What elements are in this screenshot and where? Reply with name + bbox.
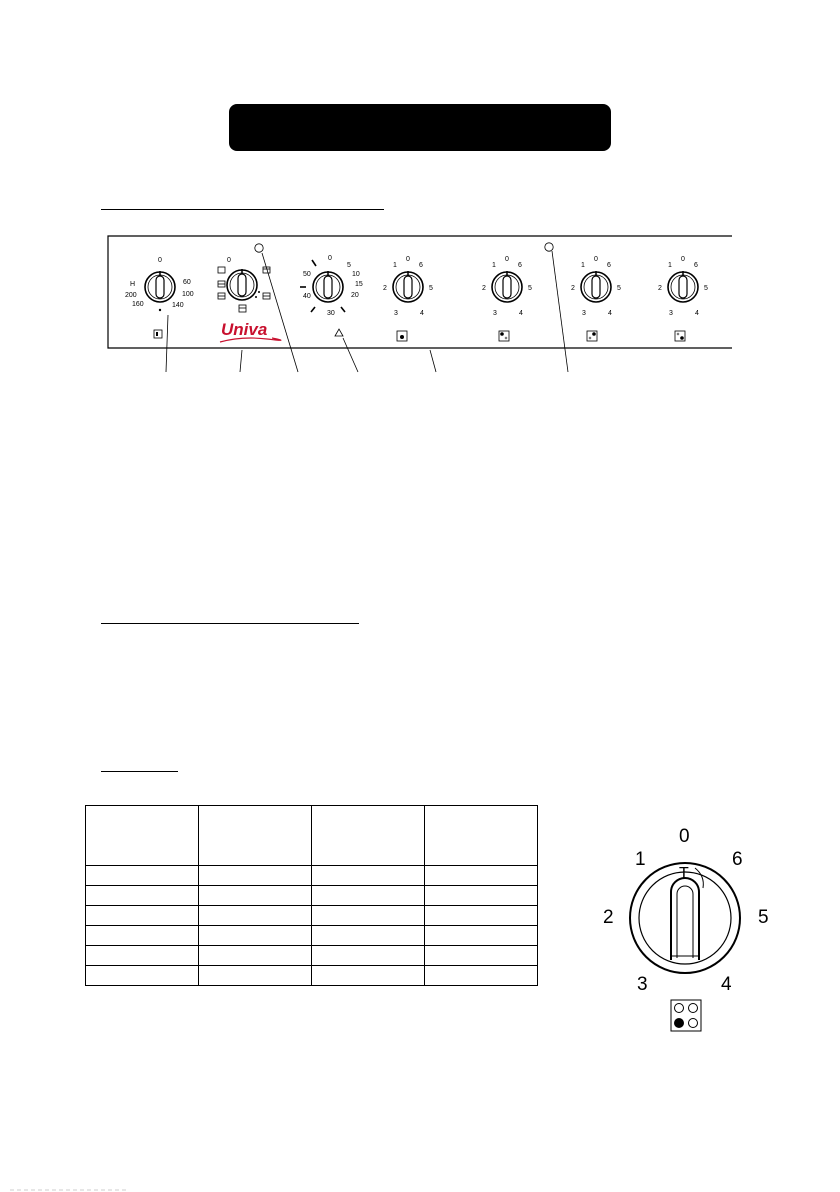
hotplate3-scale-1: 1 <box>581 262 585 269</box>
detail-scale-4: 4 <box>721 974 732 995</box>
detail-scale-5: 5 <box>758 907 769 928</box>
hotplate-position-icon-detail <box>671 1000 701 1031</box>
timer-scale-20: 20 <box>351 292 359 299</box>
hotplate4-scale-3: 3 <box>669 310 673 317</box>
oven-scale-200: 200 <box>125 292 137 299</box>
hotplate4-scale-4: 4 <box>695 310 699 317</box>
section-underline-2 <box>101 623 359 624</box>
oven-scale-140: 140 <box>172 302 184 309</box>
hotplate4-scale-5: 5 <box>704 285 708 292</box>
hotplate2-scale-4: 4 <box>519 310 523 317</box>
hotplate2-scale-0: 0 <box>505 256 509 263</box>
hotplate2-scale-2: 2 <box>482 285 486 292</box>
timer-scale-30: 30 <box>327 310 335 317</box>
footer-mark <box>10 1182 130 1192</box>
hotplate1-scale-2: 2 <box>383 285 387 292</box>
oven-scale-H: H <box>130 281 136 288</box>
hotplate-knob-detail[interactable] <box>585 820 785 1040</box>
detail-pointer-mark: T <box>679 865 689 882</box>
oven-scale-60: 60 <box>183 279 191 286</box>
oven-scale-160: 160 <box>132 301 144 308</box>
settings-table <box>85 805 538 986</box>
function-scale-0: 0 <box>227 257 231 264</box>
hotplate1-scale-1: 1 <box>393 262 397 269</box>
hotplate4-scale-6: 6 <box>694 262 698 269</box>
timer-scale-50: 50 <box>303 271 311 278</box>
oven-scale-0: 0 <box>158 257 162 264</box>
hotplate3-scale-5: 5 <box>617 285 621 292</box>
timer-scale-15: 15 <box>355 281 363 288</box>
timer-scale-5: 5 <box>347 262 351 269</box>
timer-scale-10: 10 <box>352 271 360 278</box>
hotplate1-scale-6: 6 <box>419 262 423 269</box>
detail-scale-1: 1 <box>635 849 646 870</box>
hotplate2-scale-6: 6 <box>518 262 522 269</box>
hotplate1-scale-4: 4 <box>420 310 424 317</box>
callout-leader-lines <box>0 0 840 400</box>
hotplate3-scale-4: 4 <box>608 310 612 317</box>
hotplate4-scale-2: 2 <box>658 285 662 292</box>
timer-scale-0: 0 <box>328 255 332 262</box>
brand-name: Univa <box>221 320 268 339</box>
detail-scale-2: 2 <box>603 907 614 928</box>
hotplate1-scale-0: 0 <box>406 256 410 263</box>
hotplate4-scale-0: 0 <box>681 256 685 263</box>
hotplate3-scale-3: 3 <box>582 310 586 317</box>
hotplate4-scale-1: 1 <box>668 262 672 269</box>
hotplate1-scale-3: 3 <box>394 310 398 317</box>
detail-scale-6: 6 <box>732 849 743 870</box>
detail-scale-0: 0 <box>679 826 690 847</box>
timer-scale-40: 40 <box>303 293 311 300</box>
hotplate2-scale-1: 1 <box>492 262 496 269</box>
hotplate3-scale-6: 6 <box>607 262 611 269</box>
hotplate3-scale-2: 2 <box>571 285 575 292</box>
hotplate2-scale-3: 3 <box>493 310 497 317</box>
oven-scale-100: 100 <box>182 291 194 298</box>
section-underline-3 <box>101 771 178 772</box>
hotplate3-scale-0: 0 <box>594 256 598 263</box>
detail-scale-3: 3 <box>637 974 648 995</box>
hotplate2-scale-5: 5 <box>528 285 532 292</box>
hotplate1-scale-5: 5 <box>429 285 433 292</box>
